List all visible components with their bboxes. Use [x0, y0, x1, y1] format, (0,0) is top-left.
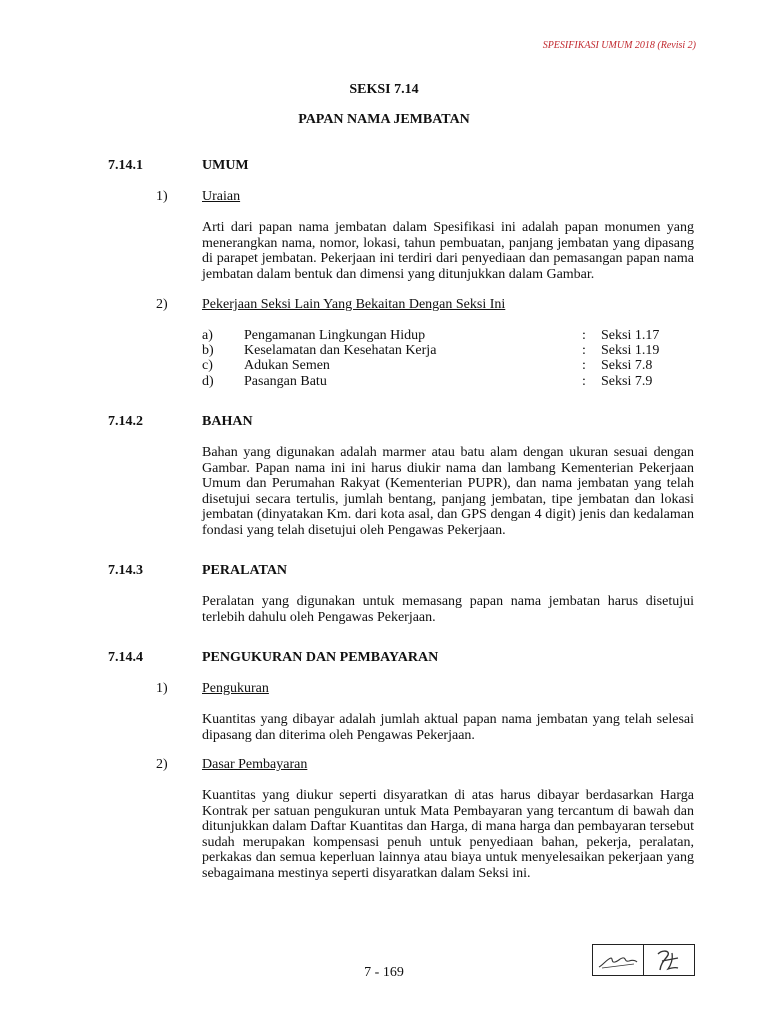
item-title: Dasar Pembayaran — [202, 757, 308, 772]
subsection-number: 7.14.2 — [108, 414, 143, 429]
ref-section: Seksi 7.8 — [601, 358, 653, 373]
ref-section: Seksi 7.9 — [601, 374, 653, 389]
section-number-title: SEKSI 7.14 — [349, 82, 419, 97]
item-title: Pengukuran — [202, 681, 269, 696]
ref-colon: : — [582, 374, 586, 389]
page-number: 7 - 169 — [364, 965, 404, 980]
section-title: PAPAN NAMA JEMBATAN — [298, 112, 470, 127]
ref-colon: : — [582, 328, 586, 343]
subsection-title: PERALATAN — [202, 563, 288, 578]
paragraph: Kuantitas yang dibayar adalah jumlah aktual papan nama jembatan yang telah selesai dipasang dan diterima oleh Pengawas Pekerjaan. — [202, 712, 694, 743]
subsection-title: PENGUKURAN DAN PEMBAYARAN — [202, 650, 439, 665]
item-number: 2) — [156, 297, 168, 312]
running-header: SPESIFIKASI UMUM 2018 (Revisi 2) — [542, 40, 696, 51]
ref-colon: : — [582, 358, 586, 373]
ref-title: Adukan Semen — [244, 358, 330, 373]
ref-colon: : — [582, 343, 586, 358]
paragraph: Peralatan yang digunakan untuk memasang papan nama jembatan harus disetujui terlebih dahulu oleh Pengawas Pekerjaan. — [202, 594, 694, 625]
subsection-number: 7.14.4 — [108, 650, 143, 665]
ref-section: Seksi 1.19 — [601, 343, 660, 358]
subsection-number: 7.14.3 — [108, 563, 143, 578]
item-title: Uraian — [202, 189, 241, 204]
ref-letter: b) — [202, 343, 214, 358]
ref-letter: d) — [202, 374, 214, 389]
subsection-number: 7.14.1 — [108, 158, 143, 173]
item-number: 2) — [156, 757, 168, 772]
ref-letter: c) — [202, 358, 213, 373]
ref-letter: a) — [202, 328, 213, 343]
ref-section: Seksi 1.17 — [601, 328, 660, 343]
item-number: 1) — [156, 681, 168, 696]
paragraph: Arti dari papan nama jembatan dalam Spesifikasi ini adalah papan monumen yang menerangkan nama, nomor, lokasi, tahun pembuatan, panjang jembatan yang dipasang di parapet jembatan. Pekerjaan ini terdiri dari penyediaan dan pemasangan papan nama jembatan dalam bentuk dan dimensi yang ditunjukkan dalam Gambar. — [202, 220, 694, 282]
ref-title: Pasangan Batu — [244, 374, 327, 389]
paragraph: Bahan yang digunakan adalah marmer atau batu alam dengan ukuran sesuai dengan Gambar. Papan nama ini ini harus diukir nama dan lambang Kementerian Pekerjaan Umum dan Perumahan Rakyat (Kementerian PUPR), dan nama jembatan yang telah disetujui secara tertulis, jumlah bentang, panjang jembatan, tipe jembatan dan lokasi jembatan (dinyatakan Km. dari kota asal, dan GPS dengan 4 digit) jenis dan kedalaman fondasi yang telah disetujui oleh Pengawas Pekerjaan. — [202, 445, 694, 538]
paragraph: Kuantitas yang diukur seperti disyaratkan di atas harus dibayar berdasarkan Harga Kontrak per satuan pengukuran untuk Mata Pembayaran yang tercantum di bawah dan ditunjukkan dalam Daftar Kuantitas dan Harga, di mana harga dan pembayaran tersebut sudah merupakan kompensasi penuh untuk penyediaan bahan, pekerja, peralatan, perkakas dan semua keperluan lainnya atau biaya untuk menyelesaikan pekerjaan yang sebagaimana mestinya seperti disyaratkan dalam Seksi ini. — [202, 788, 694, 881]
ref-title: Pengamanan Lingkungan Hidup — [244, 328, 426, 343]
subsection-title: UMUM — [202, 158, 249, 173]
ref-title: Keselamatan dan Kesehatan Kerja — [244, 343, 437, 358]
subsection-title: BAHAN — [202, 414, 253, 429]
item-title: Pekerjaan Seksi Lain Yang Bekaitan Dengan Seksi Ini — [202, 297, 506, 312]
item-number: 1) — [156, 189, 168, 204]
